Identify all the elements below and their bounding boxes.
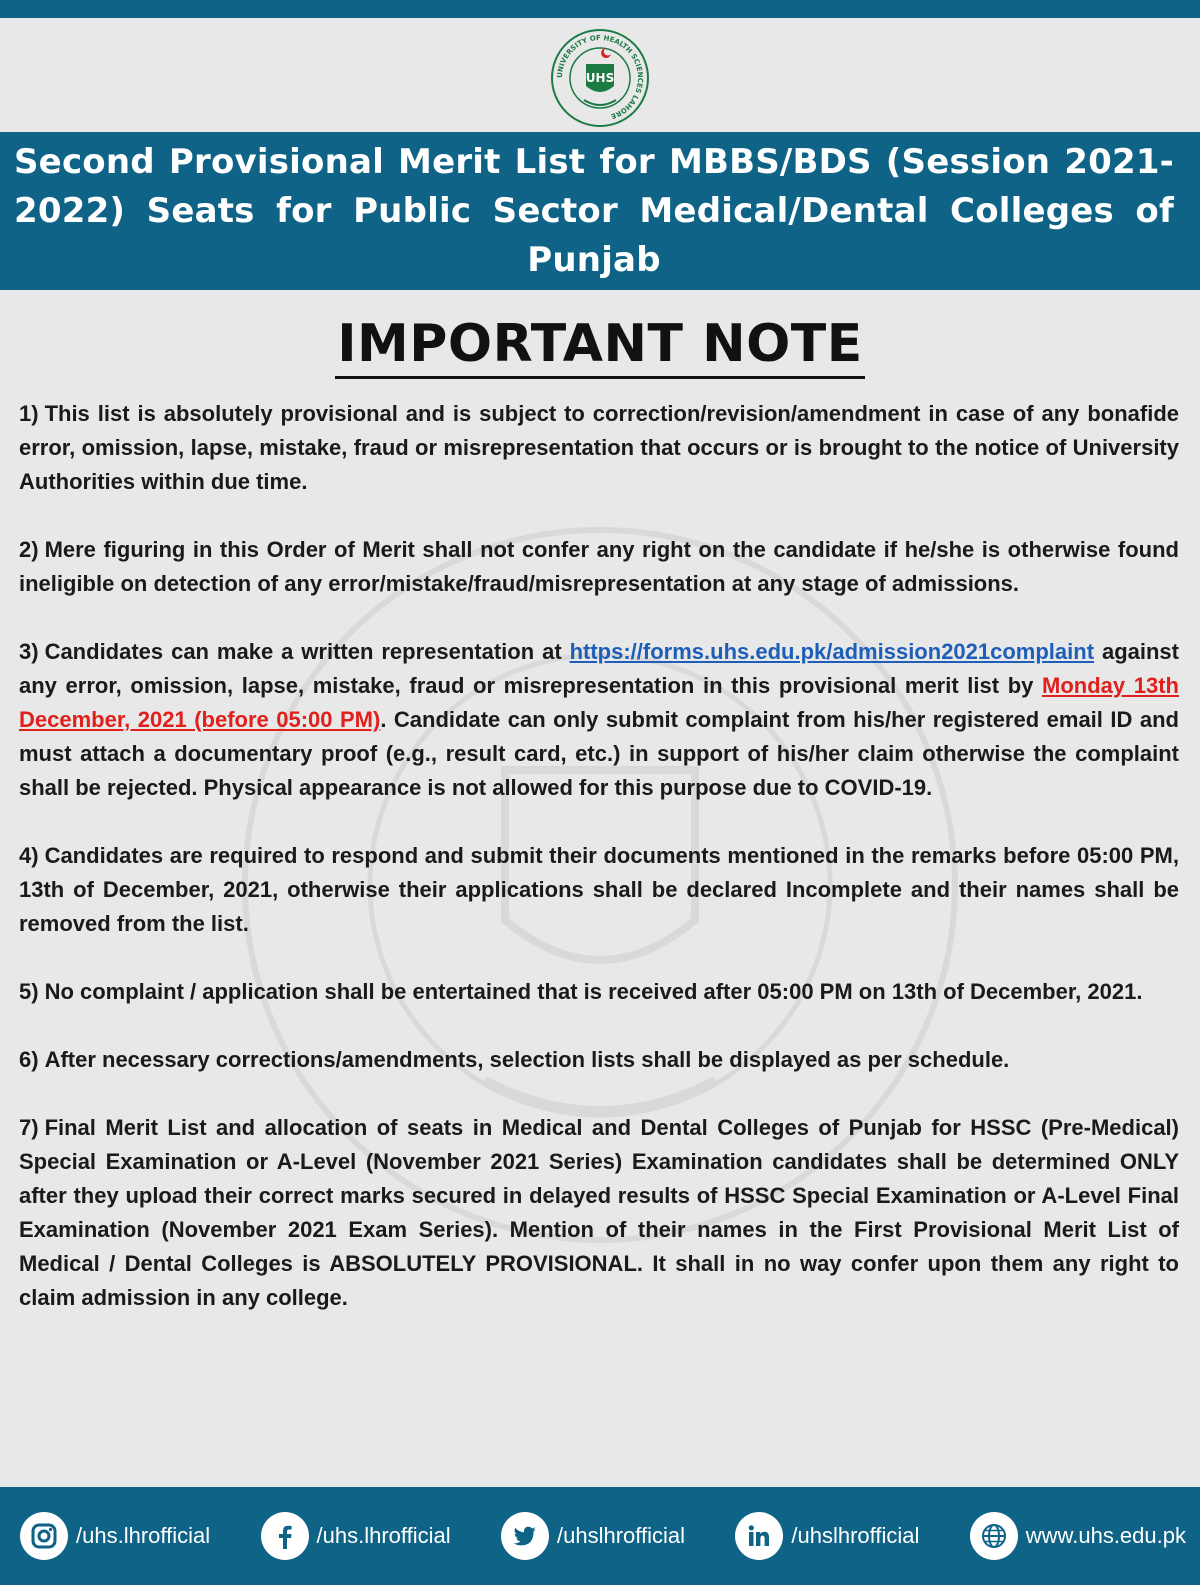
note-item [19,635,1179,805]
note-number: 3) [19,639,39,664]
note-text: Mere figuring in this Order of Merit shall not confer any right on the candidate if he/she is otherwise found ineligible on detection of any error/mistake/fraud/misrepresentation at any stage of admissions. [19,537,1179,596]
twitter-link[interactable] [501,1512,685,1560]
twitter-icon [501,1512,549,1560]
note-number: 4) [19,843,39,868]
note-number: 2) [19,537,39,562]
linkedin-link[interactable] [735,1512,919,1560]
note-item [19,533,1179,601]
deadline-text: Monday 13th December, 2021 (before 05:00 PM) [19,673,1179,732]
linkedin-handle: /uhslhrofficial [791,1523,920,1548]
note-text: Candidates are required to respond and submit their documents mentioned in the remarks before 05:00 PM, 13th of December, 2021, otherwise their applications shall be declared Incomplete and their names shall be removed from the list. [19,843,1179,936]
note-text: Final Merit List and allocation of seats in Medical and Dental Colleges of Punjab for HSSC (Pre-Medical) Special Examination or A-Level (November 2021 Series) Examination candidates shall be determined ONLY after they upload their correct marks secured in delayed results of HSSC Special Examination or A-Level Final Examination (November 2021 Exam Series). Mention of their names in the First Provisional Merit List of Medical / Dental Colleges is ABSOLUTELY PROVISIONAL. It shall in no way confer upon them any right to claim admission in any college. [19,1115,1179,1310]
top-bar [0,0,1200,18]
note-text: Candidates can make a written representation at [44,639,570,664]
notes-list [19,397,1179,1349]
facebook-link[interactable] [261,1512,451,1560]
important-note-heading: IMPORTANT NOTE [335,312,865,379]
note-item [19,1043,1179,1077]
note-number: 6) [19,1047,39,1072]
twitter-handle: /uhslhrofficial [557,1523,685,1548]
note-item [19,839,1179,941]
facebook-icon [261,1512,309,1560]
note-text: against any error, omission, lapse, mistake, fraud or misrepresentation in this provisional merit list by [19,639,1179,698]
note-number: 1) [19,401,39,426]
website-url: www.uhs.edu.pk [1025,1523,1186,1548]
website-link[interactable] [970,1512,1186,1560]
note-number: 7) [19,1115,39,1140]
note-item [19,975,1179,1009]
instagram-link[interactable] [20,1512,210,1560]
note-item [19,1111,1179,1315]
note-text: After necessary corrections/amendments, selection lists shall be displayed as per schedule. [44,1047,1010,1072]
title-banner [0,132,1200,290]
note-text: . Candidate can only submit complaint from his/her registered email ID and must attach a documentary proof (e.g., result card, etc.) in support of his/her claim otherwise the complaint shall be rejected. Physical appearance is not allowed for this purpose due to COVID-19. [19,707,1179,800]
linkedin-icon [735,1512,783,1560]
note-text: This list is absolutely provisional and is subject to correction/revision/amendment in case of any bonafide error, omission, lapse, mistake, fraud or misrepresentation that occurs or is brought to the notice of University Authorities within due time. [19,401,1179,494]
instagram-handle: /uhs.lhrofficial [76,1523,211,1548]
globe-icon [970,1512,1018,1560]
logo-text: UHS [585,71,615,85]
instagram-icon [20,1512,68,1560]
uhs-logo [548,26,652,130]
logo-ring-text: UNIVERSITY OF HEALTH SCIENCES LAHORE [555,33,645,121]
page-title: Second Provisional Merit List for MBBS/BDS (Session 2021-2022) Seats for Public Sector Medical/Dental Colleges of Punjab [14,142,1174,280]
footer-social-bar [0,1487,1200,1585]
note-item [19,397,1179,499]
facebook-handle: /uhs.lhrofficial [316,1523,451,1548]
complaint-form-link[interactable]: https://forms.uhs.edu.pk/admission2021complaint [569,639,1095,664]
note-text: No complaint / application shall be entertained that is received after 05:00 PM on 13th of December, 2021. [44,979,1143,1004]
note-number: 5) [19,979,39,1004]
